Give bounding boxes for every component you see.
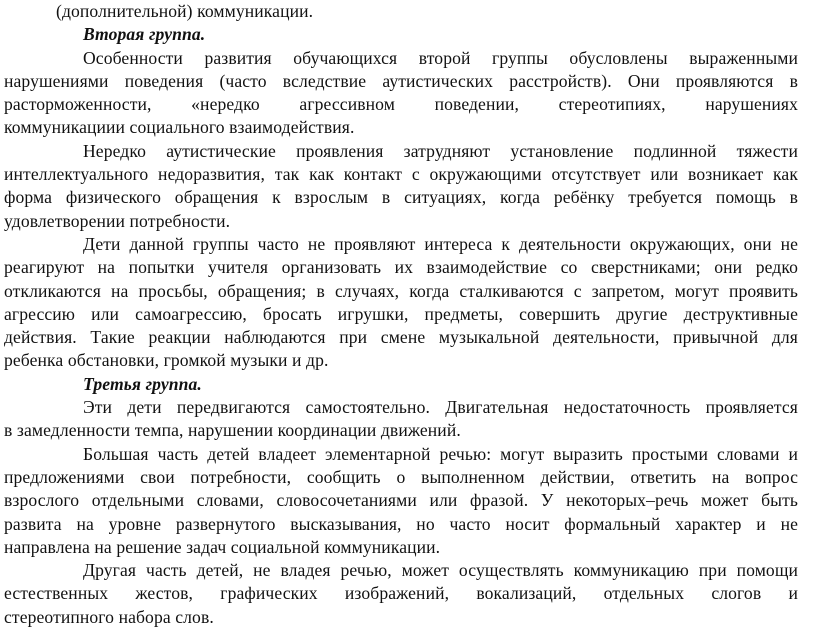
text-line: Большая часть детей владеет элементарной речью: могут выразить простыми словами и: [83, 443, 798, 464]
text-line: направлена на решение задач социальной коммуникации.: [4, 536, 441, 557]
text-line: Другая часть детей, не владея речью, может осуществлять коммуникацию при помощи: [83, 560, 798, 581]
intro-line: (дополнительной) коммуникации.: [56, 1, 314, 21]
text-line: коммуникациии социального взаимодействия.: [4, 117, 355, 138]
group3-paragraph-3: [4, 559, 798, 629]
group2-paragraph-1: [4, 47, 798, 140]
text-line: Нередко аутистические проявления затрудняют установление подлинной тяжести: [83, 140, 798, 161]
group2-heading: Вторая группа.: [83, 24, 206, 45]
text-line: агрессию или самоагрессию, бросать игрушки, предметы, совершить другие деструктивные: [4, 303, 798, 324]
text-line: интеллектуального недоразвития, так как контакт с окружающими отсутствует или возникает как: [4, 164, 798, 185]
group3-heading: Третья группа.: [83, 373, 202, 394]
text-line: Эти дети передвигаются самостоятельно. Двигательная недостаточность проявляется: [83, 397, 798, 418]
text-line: реагируют на попытки учителя организовать их взаимодействие со сверстниками; они редко: [4, 257, 798, 278]
text-line: предложениями свои потребности, сообщить о выполненном действии, ответить на вопрос: [4, 466, 798, 487]
text-line: действия. Такие реакции наблюдаются при смене музыкальной деятельности, привычной для: [4, 327, 798, 348]
text-line: развита на уровне развернутого высказывания, но часто носит формальный характер и не: [4, 513, 798, 534]
text-line: в замедленности темпа, нарушении координации движений.: [4, 420, 461, 441]
text-line: расторможенности, «нередко агрессивном поведении, стереотипиях, нарушениях: [4, 94, 798, 115]
group3-paragraph-2: [4, 443, 798, 559]
group3-paragraph-1: [4, 396, 798, 443]
group2-paragraph-2: [4, 140, 798, 233]
text-line: Особенности развития обучающихся второй группы обусловлены выраженными: [83, 47, 798, 68]
document-page: [4, 0, 798, 629]
text-line: форма физического обращения к взрослым в ситуациях, когда ребёнку требуется помощь в: [4, 187, 798, 208]
text-line: Дети данной группы часто не проявляют интереса к деятельности окружающих, они не: [83, 233, 798, 254]
group2-paragraph-3: [4, 233, 798, 373]
text-line: откликаются на просьбы, обращения; в случаях, когда сталкиваются с запретом, могут проявить: [4, 280, 798, 301]
text-line: нарушениями поведения (часто вследствие аутистических расстройств). Они проявляются в: [4, 70, 798, 91]
text-line: ребенка обстановки, громкой музыки и др.: [4, 350, 329, 371]
text-line: удовлетворении потребности.: [4, 210, 231, 231]
text-line: стереотипного набора слов.: [4, 606, 214, 627]
text-line: взрослого отдельными словами, словосочетаниями или фразой. У некоторых–речь может быть: [4, 490, 798, 511]
text-line: естественных жестов, графических изображений, вокализаций, отдельных слогов и: [4, 583, 798, 604]
